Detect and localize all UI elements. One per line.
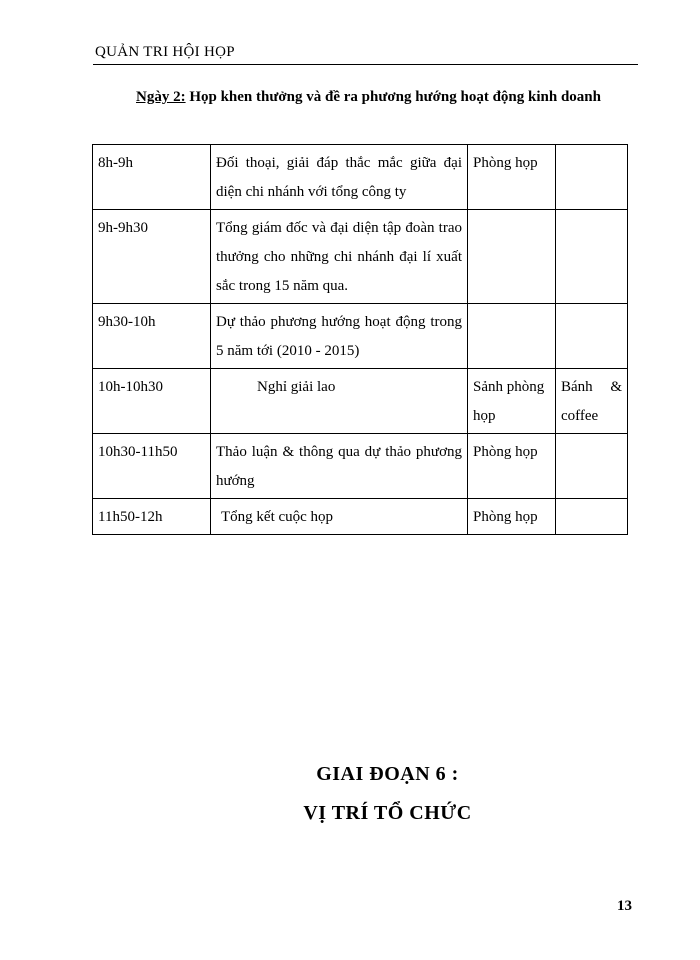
place-cell: Sảnh phòng họp — [468, 369, 556, 434]
table-row — [93, 145, 628, 210]
activity-cell: Dự thảo phương hướng hoạt động trong 5 năm tới (2010 - 2015) — [211, 304, 468, 369]
place-cell: Phòng họp — [468, 434, 556, 499]
note-cell — [556, 434, 628, 499]
activity-cell: Thảo luận & thông qua dự thảo phương hướng — [211, 434, 468, 499]
table-row — [93, 369, 628, 434]
time-cell: 9h-9h30 — [93, 210, 211, 304]
note-cell — [556, 145, 628, 210]
place-cell — [468, 304, 556, 369]
note-cell: Bánh & coffee — [556, 369, 628, 434]
activity-cell: Tổng kết cuộc họp — [211, 499, 468, 535]
day-heading — [136, 89, 601, 106]
table-row — [93, 499, 628, 535]
activity-cell: Đối thoại, giải đáp thắc mắc giữa đại diện chi nhánh với tổng công ty — [211, 145, 468, 210]
note-cell — [556, 304, 628, 369]
stage-heading: GIAI ĐOẠN 6 : — [316, 763, 459, 785]
running-header: QUẢN TRI HỘI HỌP — [95, 44, 235, 60]
place-cell — [468, 210, 556, 304]
activity-cell: Nghỉ giải lao — [211, 369, 468, 434]
header-divider — [93, 64, 638, 65]
time-cell: 9h30-10h — [93, 304, 211, 369]
note-cell — [556, 499, 628, 535]
table-row — [93, 434, 628, 499]
time-cell: 8h-9h — [93, 145, 211, 210]
activity-cell: Tổng giám đốc và đại diện tập đoàn trao thưởng cho những chi nhánh đại lí xuất sắc trong 15 năm qua. — [211, 210, 468, 304]
schedule-table — [92, 144, 628, 535]
place-cell: Phòng họp — [468, 145, 556, 210]
page-number: 13 — [617, 898, 632, 914]
day-title: Họp khen thưởng và đề ra phương hướng hoạt động kinh doanh — [185, 89, 601, 105]
stage-subheading: VỊ TRÍ TỔ CHỨC — [303, 802, 472, 824]
table-row — [93, 210, 628, 304]
day-label: Ngày 2: — [136, 89, 186, 105]
time-cell: 11h50-12h — [93, 499, 211, 535]
time-cell: 10h30-11h50 — [93, 434, 211, 499]
table-row — [93, 304, 628, 369]
time-cell: 10h-10h30 — [93, 369, 211, 434]
note-cell — [556, 210, 628, 304]
place-cell: Phòng họp — [468, 499, 556, 535]
